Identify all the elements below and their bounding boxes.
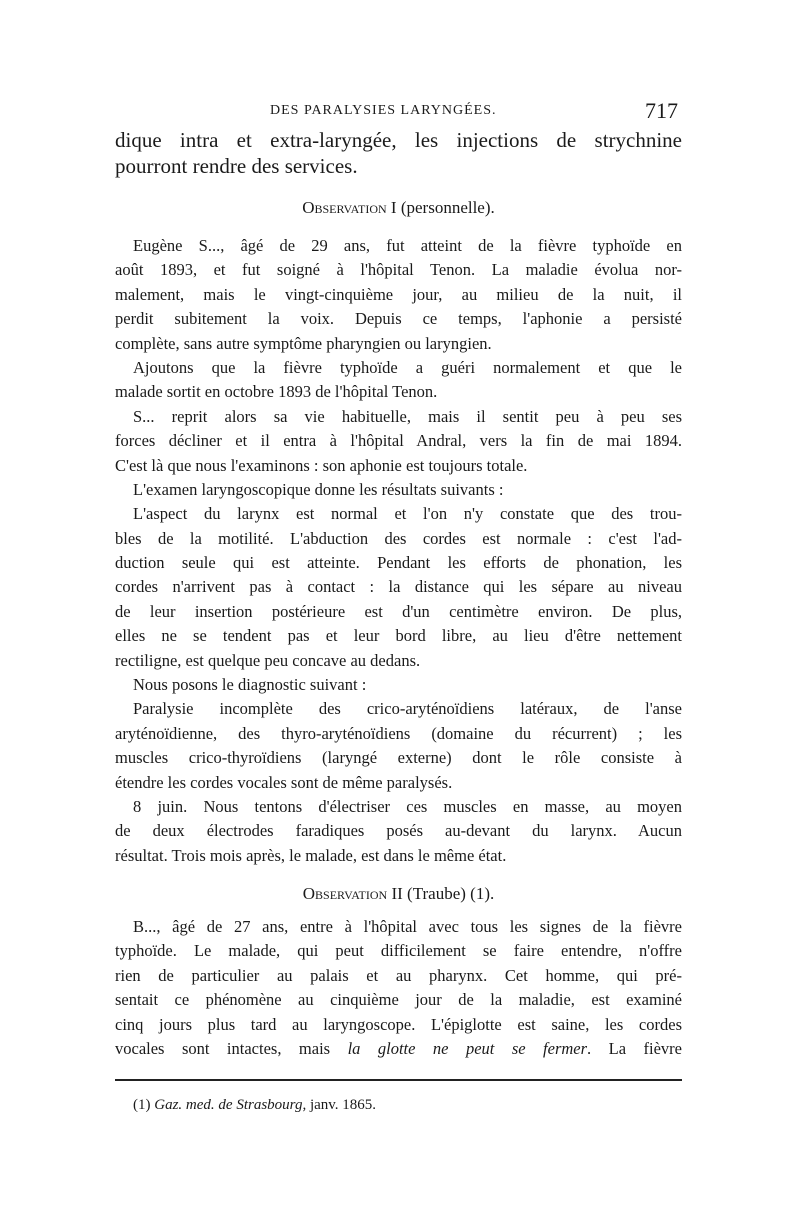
text-line: elles ne se tendent pas et leur bord libre, au lieu d'être nettement xyxy=(115,626,682,646)
text-line: dique intra et extra-laryngée, les injections de strychnine xyxy=(115,128,682,152)
text-line: Ajoutons que la fièvre typhoïde a guéri normalement et que le xyxy=(133,357,682,377)
text-line: rien de particulier au palais et au pharynx. Cet homme, qui pré- xyxy=(115,965,682,985)
running-title: DES PARALYSIES LARYNGÉES. xyxy=(270,103,497,118)
text-line: malement, mais le vingt-cinquième jour, au milieu de la nuit, il xyxy=(115,284,682,304)
text-line: sentait ce phénomène au cinquième jour de la maladie, est examiné xyxy=(115,990,682,1010)
text-line: aryténoïdienne, des thyro-aryténoïdiens (domaine du récurrent) ; les xyxy=(115,723,682,743)
text-line: résultat. Trois mois après, le malade, est dans le même état. xyxy=(115,845,507,865)
text-line: rectiligne, est quelque peu concave au dedans. xyxy=(115,650,421,670)
text-line: août 1893, et fut soigné à l'hôpital Tenon. La maladie évolua nor- xyxy=(115,260,682,280)
text-segment: vocales sont intactes, mais xyxy=(115,1038,348,1058)
heading-title: II (Traube) (1). xyxy=(391,884,495,903)
text-line: S... reprit alors sa vie habituelle, mais il sentit peu à peu ses xyxy=(133,406,682,426)
text-line: duction seule qui est atteinte. Pendant les efforts de phonation, les xyxy=(115,553,682,573)
observation-1-body xyxy=(115,234,682,868)
text-line: typhoïde. Le malade, qui peut difficilement se faire entendre, n'offre xyxy=(115,941,682,961)
heading-label: Observation xyxy=(302,884,388,903)
footnote-date: janv. 1865. xyxy=(306,1097,377,1113)
observation-1-heading xyxy=(115,198,682,218)
text-segment: . La fièvre xyxy=(587,1038,682,1058)
text-line: étendre les cordes vocales sont de même paralysés. xyxy=(115,772,453,792)
heading-title: I (personnelle). xyxy=(390,198,495,217)
heading-label: Observation xyxy=(302,198,387,217)
observation-2-heading xyxy=(115,884,682,904)
footnote-rule xyxy=(115,1079,682,1081)
text-line: bles de la motilité. L'abduction des cordes est normale : c'est l'ad- xyxy=(115,528,682,548)
text-line: muscles crico-thyroïdiens (laryngé externe) dont le rôle consiste à xyxy=(115,748,682,768)
running-header xyxy=(115,98,682,124)
text-line: complète, sans autre symptôme pharyngien ou laryngien. xyxy=(115,333,492,353)
text-line: Eugène S..., âgé de 29 ans, fut atteint de la fièvre typhoïde en xyxy=(133,236,682,255)
text-line: L'examen laryngoscopique donne les résultats suivants : xyxy=(133,479,504,499)
text-line: C'est là que nous l'examinons : son aphonie est toujours totale. xyxy=(115,455,528,475)
text-line: forces décliner et il entra à l'hôpital Andral, vers la fin de mai 1894. xyxy=(115,431,682,451)
page-number: 717 xyxy=(645,98,678,123)
text-line: Paralysie incomplète des crico-aryténoïdiens latéraux, de l'anse xyxy=(133,699,682,719)
lead-paragraph xyxy=(115,127,682,179)
observation-2-body xyxy=(115,915,682,1061)
footnote xyxy=(133,1097,376,1114)
italic-phrase: la glotte ne peut se fermer xyxy=(347,1038,588,1058)
text-line: de leur insertion postérieure est d'un centimètre environ. De plus, xyxy=(115,601,682,621)
text-line: cinq jours plus tard au laryngoscope. L'épiglotte est saine, les cordes xyxy=(115,1014,682,1034)
text-line: malade sortit en octobre 1893 de l'hôpital Tenon. xyxy=(115,382,438,402)
page xyxy=(115,0,682,1215)
text-line: B..., âgé de 27 ans, entre à l'hôpital avec tous les signes de la fièvre xyxy=(133,917,682,936)
text-line: cordes n'arrivent pas à contact : la distance qui les sépare au niveau xyxy=(115,577,682,597)
text-line: pourront rendre des services. xyxy=(115,154,358,178)
text-line xyxy=(115,1037,682,1061)
text-line: 8 juin. Nous tentons d'électriser ces muscles en masse, au moyen xyxy=(133,796,682,816)
text-line: L'aspect du larynx est normal et l'on n'y constate que des trou- xyxy=(133,504,682,524)
footnote-source: Gaz. med. de Strasbourg, xyxy=(154,1097,307,1113)
text-line: de deux électrodes faradiques posés au-devant du larynx. Aucun xyxy=(115,821,682,841)
text-line: Nous posons le diagnostic suivant : xyxy=(133,675,367,695)
footnote-marker: (1) xyxy=(133,1097,155,1113)
text-line: perdit subitement la voix. Depuis ce temps, l'aphonie a persisté xyxy=(115,309,682,329)
